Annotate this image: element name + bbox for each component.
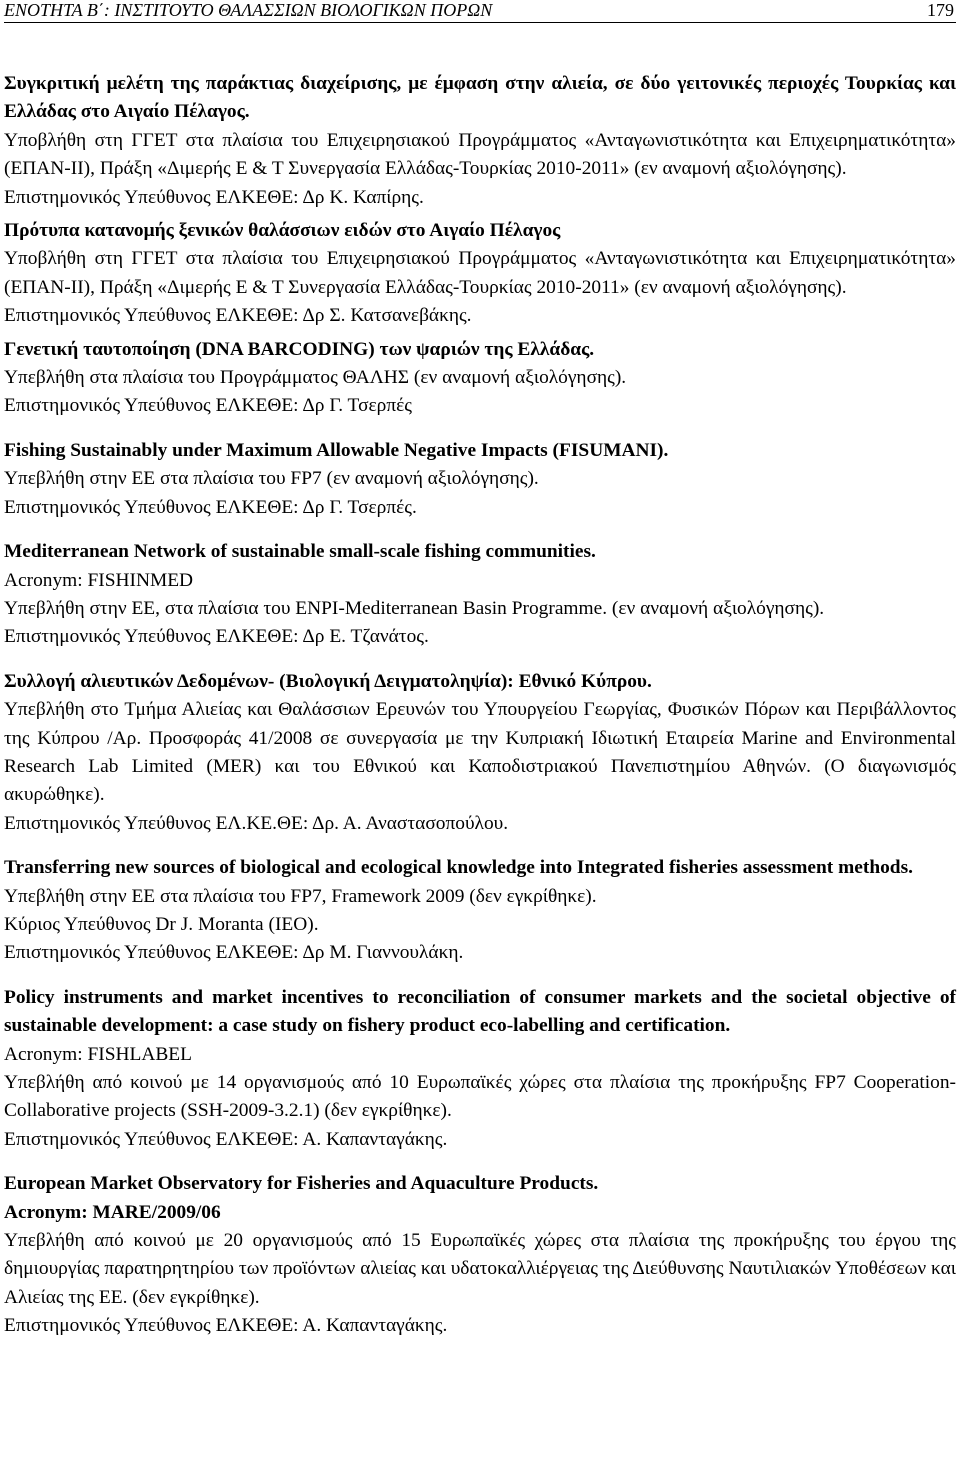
document-body — [4, 70, 956, 1349]
project-responsible: Επιστημονικός Υπεύθυνος ΕΛΚΕΘΕ: Δρ Κ. Καπίρης. — [4, 186, 424, 208]
project-responsible: Επιστημονικός Υπεύθυνος ΕΛΚΕΘΕ: Δρ Ε. Τζανάτος. — [4, 626, 429, 648]
project-responsible: Επιστημονικός Υπεύθυνος ΕΛΚΕΘΕ: Α. Καπανταγάκης. — [4, 1128, 448, 1150]
project-acronym: Acronym: FISHLABEL — [4, 1043, 192, 1065]
project-acronym: Acronym: FISHINMED — [4, 569, 194, 591]
project-entry — [4, 1170, 956, 1340]
project-title: Fishing Sustainably under Maximum Allowable Negative Impacts (FISUMANI). — [4, 439, 669, 461]
project-entry — [4, 336, 956, 421]
project-entry — [4, 217, 956, 331]
project-submission: Υποβλήθη στη ΓΓΕΤ στα πλαίσια του Επιχειρησιακού Προγράμματος «Ανταγωνιστικότητα και Επιχειρηματικότητα» (ΕΠΑΝ-ΙΙ), Πράξη «Διμερής Ε & Τ Συνεργασία Ελλάδας-Τουρκίας 2010-2011» (εν αναμονή αξιολόγησης). — [4, 129, 956, 180]
project-entry — [4, 854, 956, 968]
project-submission: Υπεβλήθη από κοινού με 14 οργανισμούς από 10 Ευρωπαϊκές χώρες στα πλαίσια της προκήρυξης FP7 Cooperation-Collaborative projects (SSH-2009-3.2.1) (δεν εγκρίθηκε). — [4, 1072, 956, 1122]
project-responsible: Επιστημονικός Υπεύθυνος ΕΛΚΕΘΕ: Δρ Μ. Γιαννουλάκη. — [4, 942, 464, 964]
project-title: Συγκριτική μελέτη της παράκτιας διαχείρισης, με έμφαση στην αλιεία, σε δύο γειτονικές περιοχές Τουρκίας και Ελλάδας στο Αιγαίο Πέλαγος. — [4, 73, 956, 123]
project-acronym: Acronym: MARE/2009/06 — [4, 1201, 221, 1223]
project-lead: Κύριος Υπεύθυνος Dr J. Moranta (IEO). — [4, 913, 319, 935]
project-submission: Υπεβλήθη στην ΕΕ, στα πλαίσια του ENPI-Mediterranean Basin Programme. (εν αναμονή αξιολόγησης). — [4, 597, 825, 619]
section-title: ΕΝΟΤΗΤΑ Β΄: ΙΝΣΤΙΤΟΥΤΟ ΘΑΛΑΣΣΙΩΝ ΒΙΟΛΟΓΙΚΩΝ ΠΟΡΩΝ — [4, 0, 493, 20]
project-entry — [4, 70, 956, 212]
page-number: 179 — [927, 0, 954, 20]
project-responsible: Επιστημονικός Υπεύθυνος ΕΛΚΕΘΕ: Δρ Σ. Κατσανεβάκης. — [4, 305, 472, 327]
project-submission: Υπεβλήθη στα πλαίσια του Προγράμματος ΘΑΛΗΣ (εν αναμονή αξιολόγησης). — [4, 367, 627, 389]
project-responsible: Επιστημονικός Υπεύθυνος ΕΛΚΕΘΕ: Α. Καπανταγάκης. — [4, 1315, 448, 1337]
project-entry — [4, 538, 956, 652]
project-title: Πρότυπα κατανομής ξενικών θαλάσσιων ειδών στο Αιγαίο Πέλαγος — [4, 220, 561, 242]
project-submission: Υπεβλήθη στο Τμήμα Αλιείας και Θαλάσσιων Ερευνών του Υπουργείου Γεωργίας, Φυσικών Πόρων και Περιβάλλοντος της Κύπρου /Αρ. Προσφοράς 41/2008 σε συνεργασία με την Κυπριακή Ιδιωτική Εταιρεία Marine and Environmental Research Lab Limited (MER) και του Εθνικού και Καποδιστριακού Πανεπιστημίου Αθηνών. (Ο διαγωνισμός ακυρώθηκε). — [4, 699, 956, 806]
project-responsible: Επιστημονικός Υπεύθυνος ΕΛΚΕΘΕ: Δρ Γ. Τσερπές. — [4, 496, 417, 518]
project-title: Γενετική ταυτοποίηση (DNA BARCODING) των ψαριών της Ελλάδας. — [4, 338, 595, 360]
page-header — [4, 0, 956, 23]
project-title: European Market Observatory for Fisheries and Aquaculture Products. — [4, 1173, 599, 1195]
project-entry — [4, 668, 956, 838]
project-title: Policy instruments and market incentives to reconciliation of consumer markets and the societal objective of sustainable development: a case study on fishery product eco-labelling and certification. — [4, 986, 956, 1037]
project-title: Mediterranean Network of sustainable small-scale fishing communities. — [4, 541, 596, 563]
project-responsible: Επιστημονικός Υπεύθυνος ΕΛ.ΚΕ.ΘΕ: Δρ. Α. Αναστασοπούλου. — [4, 812, 509, 834]
project-title: Συλλογή αλιευτικών Δεδομένων- (Βιολογική Δειγματοληψία): Εθνικό Κύπρου. — [4, 670, 652, 692]
project-submission: Υπεβλήθη από κοινού με 20 οργανισμούς από 15 Ευρωπαϊκές χώρες στα πλαίσια της προκήρυξης του έργου της δημιουργίας παρατηρητηρίου των προϊόντων αλιείας και υδατοκαλλιέργειας της Διεύθυνσης Ναυτιλιακών Υποθέσεων και Αλιείας της ΕΕ. (δεν εγκρίθηκε). — [4, 1230, 956, 1308]
project-submission: Υποβλήθη στη ΓΓΕΤ στα πλαίσια του Επιχειρησιακού Προγράμματος «Ανταγωνιστικότητα και Επιχειρηματικότητα» (ΕΠΑΝ-ΙΙ), Πράξη «Διμερής Ε & Τ Συνεργασία Ελλάδας-Τουρκίας 2010-2011» (εν αναμονή αξιολόγησης). — [4, 248, 956, 298]
project-entry — [4, 984, 956, 1154]
project-submission: Υπεβλήθη στην ΕΕ στα πλαίσια του FP7, Framework 2009 (δεν εγκρίθηκε). — [4, 885, 597, 907]
project-submission: Υπεβλήθη στην ΕΕ στα πλαίσια του FP7 (εν αναμονή αξιολόγησης). — [4, 468, 539, 490]
project-entry — [4, 437, 956, 522]
project-title: Transferring new sources of biological and ecological knowledge into Integrated fisheries assessment methods. — [4, 857, 913, 879]
project-responsible: Επιστημονικός Υπεύθυνος ΕΛΚΕΘΕ: Δρ Γ. Τσερπές — [4, 395, 412, 417]
